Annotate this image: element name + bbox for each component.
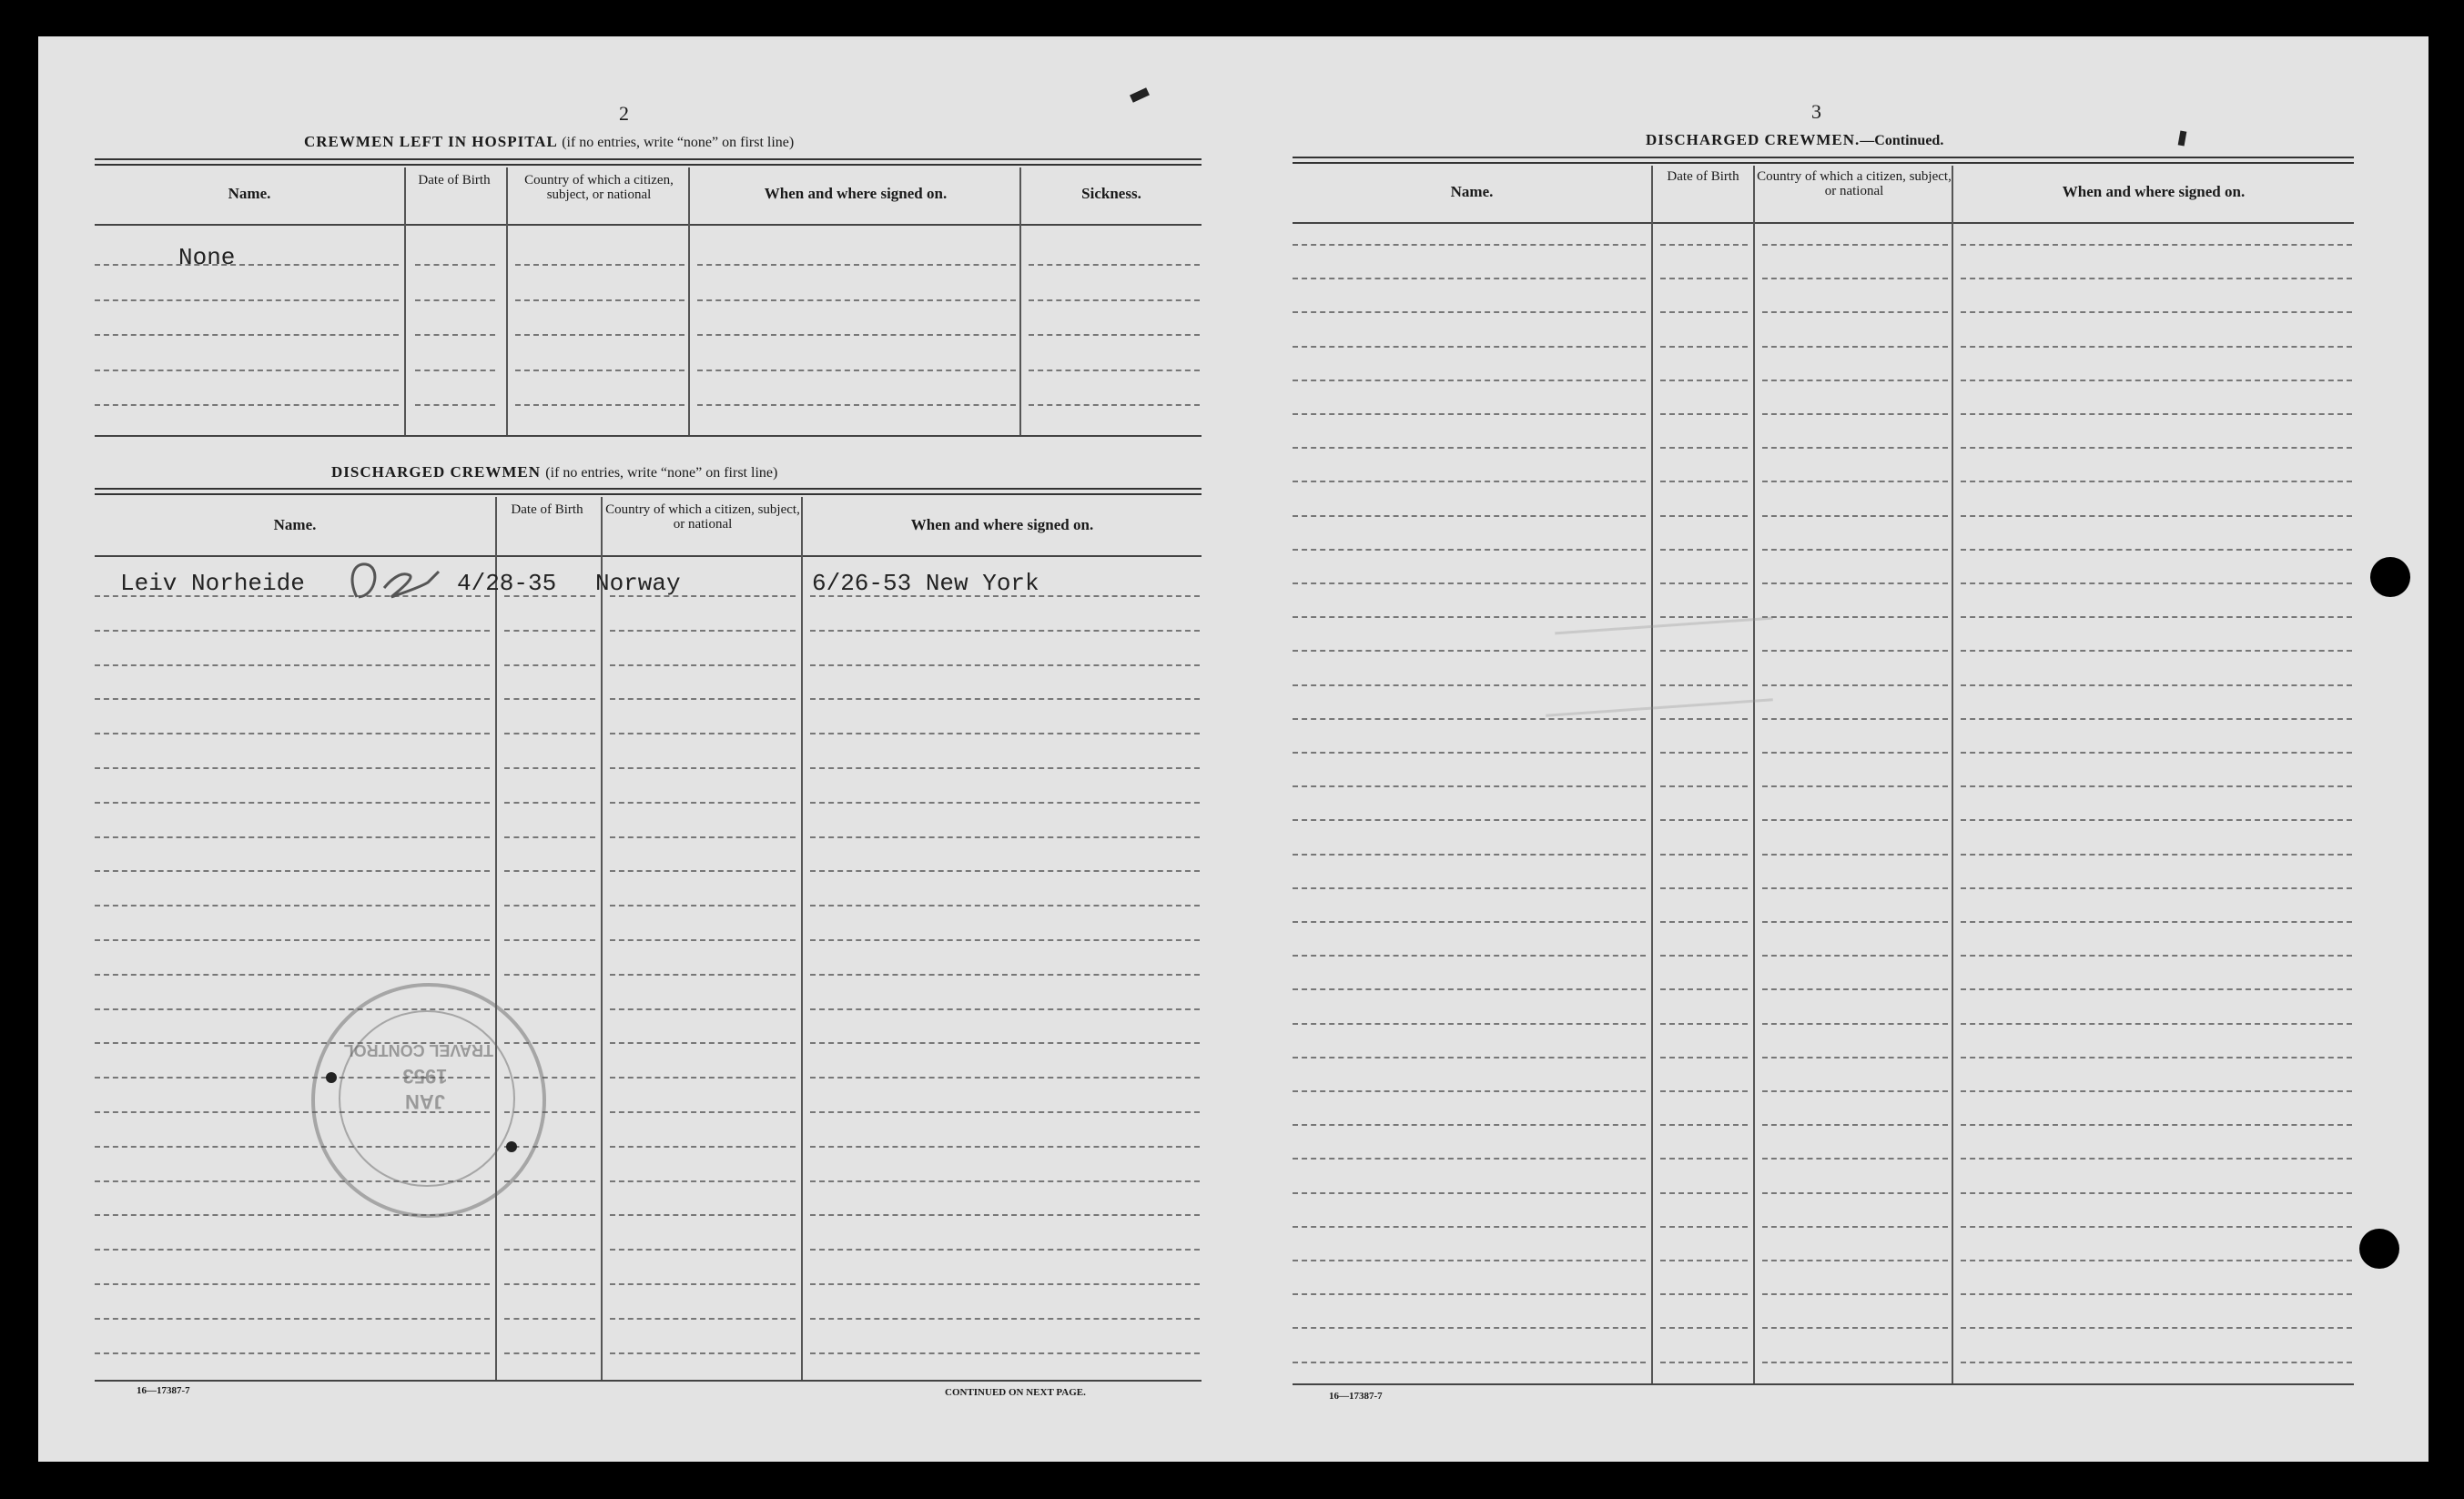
ruled-line [1293,413,1646,415]
form-number: 16—17387-7 [1329,1391,1383,1402]
ruled-line [504,1214,595,1216]
ruled-line [810,1042,1200,1044]
ruled-line [697,334,1016,336]
ruled-line [1961,1124,2352,1126]
ruled-line [1660,515,1748,517]
ruled-line [1029,264,1200,266]
ruled-line [1660,244,1748,246]
ruled-line [1660,1226,1748,1228]
ruled-line [1293,1023,1646,1025]
ruled-line [610,1077,796,1079]
discharged-col-name: Name. [273,516,317,533]
handwritten-initials [339,552,448,606]
ruled-line [1762,887,1948,889]
ruled-line [1762,1023,1948,1025]
discharged-col-divider [801,497,803,1380]
ruled-line [1293,819,1646,821]
discharged-col-signed: When and where signed on. [910,516,1094,533]
ruled-line [1293,1293,1646,1295]
right-col-divider [1952,166,1953,1383]
ruled-line [504,836,595,838]
ruled-line [95,1352,490,1354]
ruled-line [1961,718,2352,720]
ruled-line [1029,299,1200,301]
ruled-line [1961,684,2352,686]
ruled-line [810,1008,1200,1010]
ruled-line [1961,549,2352,551]
ruled-line [1293,1260,1646,1261]
ruled-line [610,1146,796,1148]
punch-hole [2370,557,2410,597]
right-top-rule [1293,157,2354,164]
ruled-line [1762,785,1948,787]
ruled-line [1961,380,2352,381]
ruled-line [1293,1057,1646,1058]
ruled-line [1660,278,1748,279]
ruled-line [95,733,490,734]
ink-dot [506,1141,517,1152]
stamp-line: 1953 [402,1065,448,1088]
ruled-line [1762,1362,1948,1363]
ruled-line [504,767,595,769]
ruled-line [1293,752,1646,754]
ruled-line [1762,1260,1948,1261]
hospital-col-divider [506,167,508,435]
ruled-line [1293,278,1646,279]
ruled-line [610,939,796,941]
ruled-line [95,370,399,371]
ruled-line [95,630,490,632]
ruled-line [1762,854,1948,856]
discharged-subtitle-text: (if no entries, write “none” on first line) [545,465,778,481]
ruled-line [610,767,796,769]
ruled-line [1293,854,1646,856]
ruled-line [1660,1362,1748,1363]
ruled-line [1660,1327,1748,1329]
ruled-line [1293,549,1646,551]
ruled-line [1293,244,1646,246]
stamp-line: JAN [405,1090,446,1113]
ruled-line [1762,1226,1948,1228]
ruled-line [1961,1362,2352,1363]
ruled-line [810,1077,1200,1079]
ruled-line [1961,854,2352,856]
ruled-line [1762,481,1948,482]
right-col-divider [1651,166,1653,1383]
ruled-line [1762,1057,1948,1058]
right-page [1236,36,2429,1462]
ruled-line [95,802,490,804]
right-header-rule [1293,222,2354,224]
ruled-line [610,1352,796,1354]
hospital-col-sickness: Sickness. [1081,185,1141,202]
ink-dot [326,1072,337,1083]
ruled-line [1762,819,1948,821]
bleed-line [1546,698,1773,716]
ruled-line [1293,481,1646,482]
ruled-line [810,1111,1200,1113]
right-col-country: Country of which a citizen, subject, or national [1757,169,1952,198]
ruled-line [1961,413,2352,415]
ruled-line [1660,311,1748,313]
ruled-line [810,802,1200,804]
ruled-line [697,299,1016,301]
ruled-line [504,698,595,700]
ruled-line [95,334,399,336]
ruled-line [415,299,495,301]
ruled-line [1293,1362,1646,1363]
ruled-line [1293,921,1646,923]
ruled-line [1660,819,1748,821]
ruled-line [1961,887,2352,889]
ruled-line [1762,921,1948,923]
ruled-line [1762,549,1948,551]
ruled-line [1961,1293,2352,1295]
ruled-line [1762,413,1948,415]
right-title-suffix: —Continued. [1860,133,1944,148]
ruled-line [95,767,490,769]
ruled-line [810,1249,1200,1251]
ruled-line [810,1318,1200,1320]
ruled-line [95,264,399,266]
ruled-line [610,1008,796,1010]
ruled-line [610,733,796,734]
discharged-col-dob: Date of Birth [511,502,583,517]
hospital-col-dob: Date of Birth [418,173,491,187]
crew-country: Norway [595,570,681,597]
discharged-top-rule [95,488,1202,495]
ruled-line [1961,582,2352,584]
ruled-line [95,1249,490,1251]
ruled-line [95,664,490,666]
ruled-line [1961,1023,2352,1025]
ruled-line [1293,1192,1646,1194]
ruled-line [1961,244,2352,246]
ruled-line [1660,854,1748,856]
discharged-col-country: Country of which a citizen, subject, or national [605,502,800,532]
ruled-line [1660,481,1748,482]
stamp-text [343,1038,493,1114]
ruled-line [810,630,1200,632]
bleed-through-stamp [1536,570,1810,752]
hospital-col-signed: When and where signed on. [764,185,948,202]
ruled-line [1762,988,1948,990]
crew-name: Leiv Norheide [120,570,305,597]
hospital-col-name: Name. [228,185,271,202]
hospital-header-rule [95,224,1202,226]
page-number: 2 [619,102,629,125]
ruled-line [1029,404,1200,406]
hospital-col-country: Country of which a citizen, subject, or national [524,173,674,202]
ruled-line [1762,1124,1948,1126]
ruled-line [810,1352,1200,1354]
ruled-line [504,939,595,941]
ruled-line [1660,1158,1748,1160]
ruled-line [504,974,595,976]
ruled-line [1293,887,1646,889]
ruled-line [1293,988,1646,990]
ruled-line [1762,346,1948,348]
ruled-line [610,1283,796,1285]
ruled-line [1293,447,1646,449]
ruled-line [95,299,399,301]
ruled-line [1961,1090,2352,1092]
ruled-line [1961,921,2352,923]
ruled-line [1293,1327,1646,1329]
ruled-line [810,836,1200,838]
ruled-line [810,870,1200,872]
ruled-line [1660,447,1748,449]
ruled-line [504,870,595,872]
ruled-line [810,974,1200,976]
left-page [38,36,1238,1462]
ruled-line [1660,1023,1748,1025]
ruled-line [1961,955,2352,957]
crew-signed-on: 6/26-53 New York [812,570,1039,597]
discharged-col-divider [601,497,603,1380]
ruled-line [504,630,595,632]
ruled-line [610,870,796,872]
ruled-line [1293,955,1646,957]
ruled-line [1762,1327,1948,1329]
ruled-line [1961,1226,2352,1228]
ruled-line [1961,1158,2352,1160]
hospital-section-title [304,133,794,151]
ruled-line [95,870,490,872]
ruled-line [697,370,1016,371]
ruled-line [1660,955,1748,957]
ruled-line [1293,346,1646,348]
right-bottom-rule [1293,1383,2354,1385]
ruled-line [697,404,1016,406]
ruled-line [1961,1327,2352,1329]
ruled-line [1762,955,1948,957]
ruled-line [1961,785,2352,787]
ink-mark [2178,131,2187,147]
ruled-line [415,370,495,371]
hospital-top-rule [95,158,1202,166]
ruled-line [1961,447,2352,449]
ruled-line [504,1352,595,1354]
ruled-line [810,1180,1200,1182]
discharged-title-text: DISCHARGED CREWMEN [331,463,542,481]
ruled-line [95,905,490,906]
ruled-line [504,1180,595,1182]
ruled-line [1660,1192,1748,1194]
ruled-line [1660,1293,1748,1295]
ruled-line [1660,887,1748,889]
ruled-line [810,664,1200,666]
crew-dob: 4/28-35 [457,570,557,597]
ruled-line [810,698,1200,700]
ruled-line [504,1008,595,1010]
ruled-line [95,698,490,700]
ruled-line [610,1249,796,1251]
ruled-line [1961,819,2352,821]
ruled-line [1293,311,1646,313]
ink-mark [1130,87,1150,103]
ruled-line [1660,380,1748,381]
right-col-divider [1753,166,1755,1383]
hospital-bottom-rule [95,435,1202,437]
right-col-name: Name. [1450,183,1494,200]
ruled-line [1762,1293,1948,1295]
ruled-line [810,767,1200,769]
hospital-col-divider [688,167,690,435]
ruled-line [1961,1192,2352,1194]
ruled-line [95,404,399,406]
ruled-line [515,370,684,371]
ruled-line [1029,370,1200,371]
discharged-col-divider [495,497,497,1380]
ruled-line [810,1283,1200,1285]
ruled-line [1961,346,2352,348]
ruled-line [1660,752,1748,754]
right-title-text: DISCHARGED CREWMEN. [1646,131,1861,148]
ruled-line [504,733,595,734]
ruled-line [1762,311,1948,313]
ruled-line [1293,1226,1646,1228]
ruled-line [515,264,684,266]
continued-note: CONTINUED ON NEXT PAGE. [945,1387,1086,1398]
ruled-line [1660,549,1748,551]
stamp-line: TRAVEL CONTROL [343,1041,493,1059]
ruled-line [697,264,1016,266]
ruled-line [1762,380,1948,381]
ruled-line [95,1283,490,1285]
ruled-line [1762,244,1948,246]
handwritten-initials-svg [339,552,448,606]
ruled-line [1961,616,2352,618]
ruled-line [1293,515,1646,517]
ruled-line [1961,988,2352,990]
ruled-line [1762,447,1948,449]
ruled-line [95,974,490,976]
ruled-line [1293,1158,1646,1160]
ruled-line [610,974,796,976]
ruled-line [1029,334,1200,336]
ruled-line [515,404,684,406]
ruled-line [1660,988,1748,990]
ruled-line [610,802,796,804]
ruled-line [1293,1124,1646,1126]
ruled-line [1961,650,2352,652]
ruled-line [810,733,1200,734]
ruled-line [610,630,796,632]
right-col-signed: When and where signed on. [2062,183,2246,200]
ruled-line [1961,481,2352,482]
ruled-line [1762,1192,1948,1194]
ruled-line [610,1042,796,1044]
hospital-entry: None [178,244,236,271]
ruled-line [810,1146,1200,1148]
discharged-section-title [331,463,777,481]
ruled-line [810,905,1200,906]
ruled-line [1660,346,1748,348]
ruled-line [1660,785,1748,787]
right-col-dob: Date of Birth [1667,169,1739,184]
ruled-line [1762,752,1948,754]
hospital-col-divider [404,167,406,435]
ruled-line [1961,752,2352,754]
ruled-line [1660,1090,1748,1092]
ruled-line [504,905,595,906]
hospital-col-divider [1019,167,1021,435]
ruled-line [504,664,595,666]
form-number: 16—17387-7 [137,1385,190,1396]
ruled-line [1762,1090,1948,1092]
ruled-line [95,1318,490,1320]
ruled-line [1660,921,1748,923]
ruled-line [515,334,684,336]
ruled-line [1961,278,2352,279]
ruled-line [1762,1158,1948,1160]
ruled-line [515,299,684,301]
ruled-line [1762,515,1948,517]
ruled-line [504,1283,595,1285]
ruled-line [610,698,796,700]
ruled-line [1660,1057,1748,1058]
discharged-bottom-rule [95,1380,1202,1382]
ruled-line [1961,1260,2352,1261]
ruled-line [1660,1124,1748,1126]
ruled-line [810,939,1200,941]
ruled-line [504,1249,595,1251]
ruled-line [504,1318,595,1320]
ruled-line [610,1318,796,1320]
bleed-line [1555,617,1773,635]
hospital-subtitle-text: (if no entries, write “none” on first line) [562,135,795,150]
page-number: 3 [1811,100,1821,123]
discharged-header-rule [95,555,1202,557]
ruled-line [95,939,490,941]
ruled-line [1293,785,1646,787]
ruled-line [1961,311,2352,313]
ruled-line [610,1214,796,1216]
ruled-line [810,1214,1200,1216]
ruled-line [504,802,595,804]
hospital-title-text: CREWMEN LEFT IN HOSPITAL [304,133,557,150]
ruled-line [1961,1057,2352,1058]
ruled-line [1961,515,2352,517]
right-section-title [1646,131,1943,149]
ruled-line [610,836,796,838]
ruled-line [610,905,796,906]
ruled-line [1762,278,1948,279]
ruled-line [1660,1260,1748,1261]
ruled-line [415,404,495,406]
ruled-line [415,334,495,336]
ruled-line [95,836,490,838]
ruled-line [610,664,796,666]
ruled-line [610,1111,796,1113]
ruled-line [415,264,495,266]
ruled-line [610,1180,796,1182]
ruled-line [1293,1090,1646,1092]
punch-hole [2359,1229,2399,1269]
ruled-line [1660,413,1748,415]
ruled-line [1293,380,1646,381]
